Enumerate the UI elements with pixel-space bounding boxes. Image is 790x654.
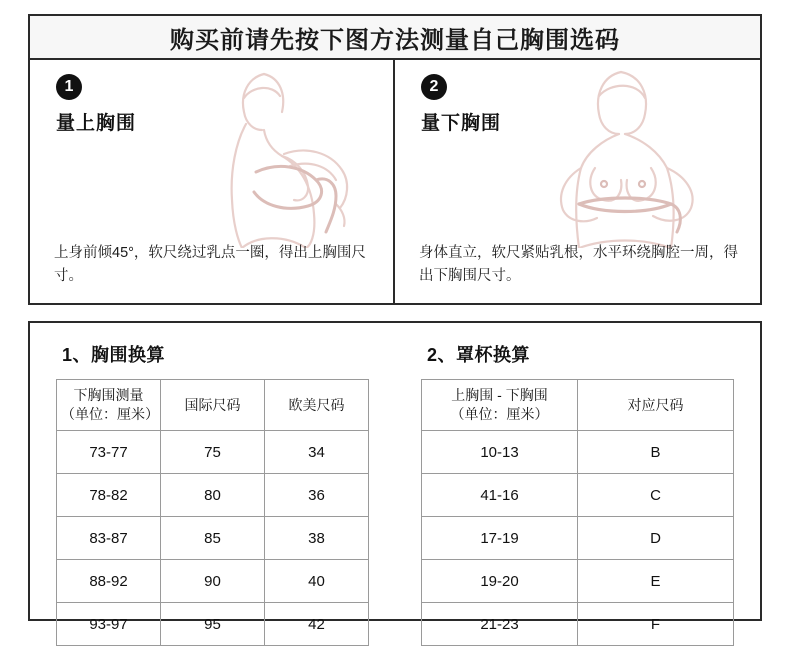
cell-cup-size: C [578,474,734,517]
table-row [57,431,369,474]
step-1-number-badge: 1 [56,74,82,100]
cell-international: 95 [161,603,265,646]
table-row [422,560,734,603]
column-header-difference-line1: 上胸围 - 下胸围 [451,387,548,404]
cell-international: 85 [161,517,265,560]
cell-international: 90 [161,560,265,603]
measure-step-2 [395,60,760,303]
cell-underbust: 88-92 [57,560,161,603]
step-2-number-badge: 2 [421,74,447,100]
table-row [422,603,734,646]
cell-euro-us: 34 [265,431,369,474]
table-header-row [422,380,734,431]
cell-cup-size: D [578,517,734,560]
cell-cup-size: F [578,603,734,646]
size-conversion-tables [28,321,762,633]
table-row [57,603,369,646]
cell-difference: 17-19 [422,517,578,560]
column-header-euro-us: 欧美尺码 [265,380,369,431]
column-header-difference [422,380,578,431]
cup-conversion-section [395,337,760,633]
page-title: 购买前请先按下图方法测量自己胸围选码 [170,26,620,54]
table-row [57,517,369,560]
cell-difference: 19-20 [422,560,578,603]
column-header-cup-size: 对应尺码 [578,380,734,431]
table-row [57,560,369,603]
cell-difference: 41-16 [422,474,578,517]
bust-table-title: 1、胸围换算 [62,345,166,365]
cell-underbust: 93-97 [57,603,161,646]
cell-cup-size: B [578,431,734,474]
table-header-row [57,380,369,431]
step-2-label: 量下胸围 [421,113,502,134]
cell-euro-us: 36 [265,474,369,517]
step-1-header [48,74,375,135]
cell-underbust: 83-87 [57,517,161,560]
table-row [422,517,734,560]
bust-conversion-table [56,379,369,646]
cell-euro-us: 38 [265,517,369,560]
cup-conversion-table [421,379,734,646]
table-row [422,431,734,474]
banner [28,14,762,60]
cell-euro-us: 42 [265,603,369,646]
cell-international: 80 [161,474,265,517]
cell-underbust: 73-77 [57,431,161,474]
cell-cup-size: E [578,560,734,603]
column-header-difference-line2: （单位：厘米） [450,406,549,422]
table-row [422,474,734,517]
step-1-label: 量上胸围 [56,113,137,134]
step-2-caption: 身体直立，软尺紧贴乳根，水平环绕胸腔一周，得出下胸围尺寸。 [419,245,738,284]
cell-difference: 21-23 [422,603,578,646]
column-header-underbust-line1: 下胸围测量 [73,387,144,404]
bust-conversion-section [30,337,395,633]
column-header-international: 国际尺码 [161,380,265,431]
cell-difference: 10-13 [422,431,578,474]
column-header-underbust-line2: （单位：厘米） [61,406,159,422]
column-header-underbust [57,380,161,431]
step-2-header [413,74,742,135]
measure-step-1 [30,60,395,303]
cell-underbust: 78-82 [57,474,161,517]
measurement-instructions [28,60,762,305]
step-1-caption: 上身前倾45°，软尺绕过乳点一圈，得出上胸围尺寸。 [54,245,366,284]
cup-table-title: 2、罩杯换算 [427,345,531,365]
cell-euro-us: 40 [265,560,369,603]
cell-international: 75 [161,431,265,474]
table-row [57,474,369,517]
